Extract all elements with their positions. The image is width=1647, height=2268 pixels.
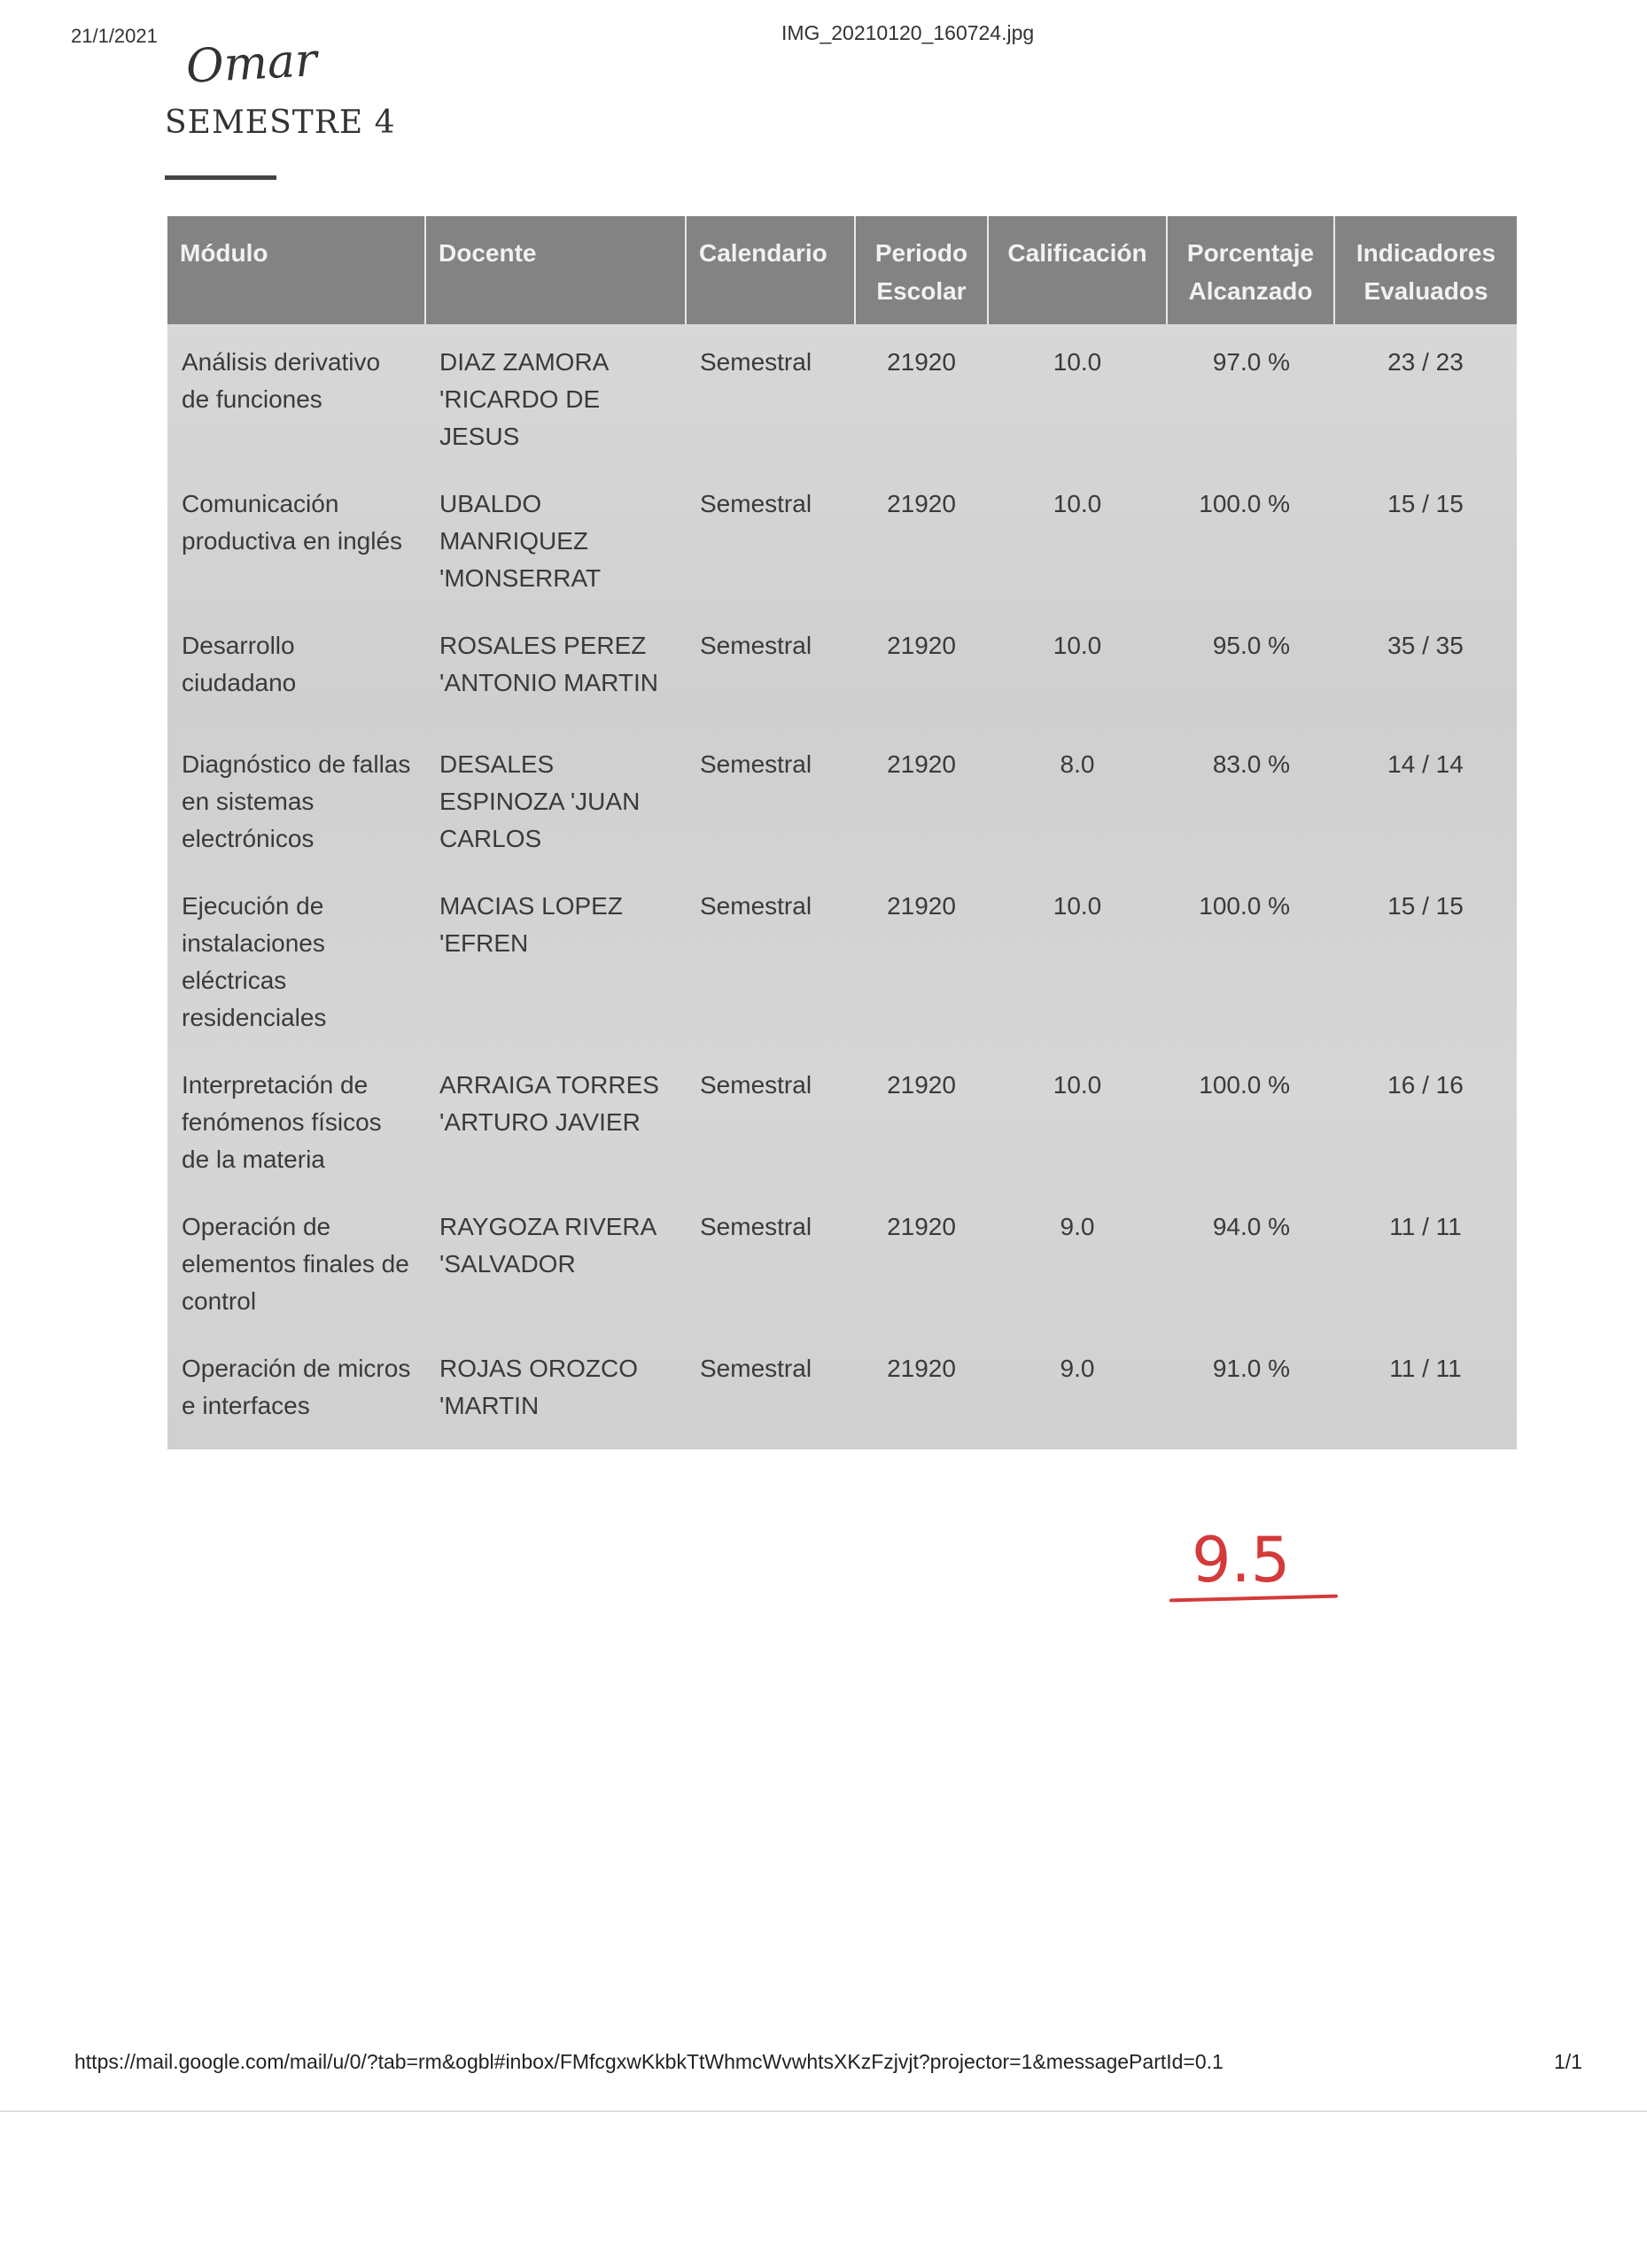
cell-calendario: Semestral (700, 892, 812, 920)
cell-porcentaje: 91.0 % (1212, 1355, 1290, 1382)
table-header-row (167, 216, 1517, 324)
table-row (167, 324, 1517, 466)
cell-porcentaje: 97.0 % (1212, 348, 1290, 376)
cell-porcentaje: 100.0 % (1199, 892, 1290, 920)
cell-modulo: Diagnóstico de fallas en sistemas electrónicos (182, 750, 411, 852)
cell-modulo: Análisis derivativo de funciones (182, 348, 381, 413)
cell-periodo: 21920 (887, 490, 956, 517)
cell-periodo: 21920 (887, 1071, 956, 1099)
col-header-calendario: Calendario (686, 216, 855, 324)
print-filename: IMG_20210120_160724.jpg (781, 21, 1035, 44)
bottom-divider (0, 2110, 1647, 2112)
grades-table (167, 216, 1517, 1449)
cell-calendario: Semestral (700, 1071, 812, 1099)
table-row (167, 608, 1517, 726)
col-header-indicadores: Indicadores Evaluados (1334, 216, 1517, 324)
cell-calificacion: 10.0 (1053, 1071, 1102, 1099)
cell-docente: DIAZ ZAMORA 'RICARDO DE JESUS (439, 348, 608, 450)
table-row (167, 868, 1517, 1047)
cell-modulo: Interpretación de fenómenos físicos de la materia (182, 1071, 382, 1173)
cell-calificacion: 10.0 (1053, 632, 1102, 659)
cell-porcentaje: 100.0 % (1199, 490, 1290, 517)
cell-periodo: 21920 (887, 750, 956, 778)
cell-modulo: Desarrollo ciudadano (182, 632, 297, 696)
cell-indicadores: 11 / 11 (1389, 1213, 1462, 1240)
cell-docente: ARRAIGA TORRES 'ARTURO JAVIER (439, 1071, 659, 1136)
cell-calendario: Semestral (700, 632, 812, 659)
cell-periodo: 21920 (887, 1213, 956, 1240)
cell-docente: ROJAS OROZCO 'MARTIN (439, 1355, 639, 1419)
cell-modulo: Operación de elementos finales de control (182, 1213, 409, 1315)
cell-periodo: 21920 (887, 348, 956, 376)
col-header-periodo: Periodo Escolar (855, 216, 988, 324)
col-header-porcentaje: Porcentaje Alcanzado (1167, 216, 1334, 324)
cell-calendario: Semestral (700, 750, 812, 778)
handwritten-name: Omar (184, 34, 319, 94)
col-header-docente: Docente (425, 216, 686, 324)
cell-docente: DESALES ESPINOZA 'JUAN CARLOS (439, 750, 641, 852)
col-header-modulo: Módulo (167, 216, 425, 324)
cell-docente: MACIAS LOPEZ 'EFREN (439, 892, 623, 957)
cell-modulo: Ejecución de instalaciones eléctricas residenciales (182, 892, 327, 1031)
cell-calificacion: 10.0 (1053, 348, 1102, 376)
cell-indicadores: 15 / 15 (1387, 892, 1464, 920)
cell-calificacion: 10.0 (1053, 892, 1102, 920)
cell-calendario: Semestral (700, 1213, 812, 1240)
title-underline (165, 175, 276, 180)
table-row (167, 1047, 1517, 1189)
cell-calificacion: 9.0 (1060, 1355, 1095, 1382)
cell-periodo: 21920 (887, 1355, 956, 1382)
cell-porcentaje: 100.0 % (1199, 1071, 1290, 1099)
cell-indicadores: 11 / 11 (1389, 1355, 1462, 1382)
cell-periodo: 21920 (887, 892, 956, 920)
table-row (167, 726, 1517, 868)
cell-modulo: Comunicación productiva en inglés (182, 490, 403, 555)
col-header-calificacion: Calificación (988, 216, 1167, 324)
cell-porcentaje: 95.0 % (1212, 632, 1290, 659)
cell-calendario: Semestral (700, 1355, 812, 1382)
cell-calificacion: 9.0 (1060, 1213, 1095, 1240)
cell-docente: RAYGOZA RIVERA 'SALVADOR (439, 1213, 656, 1278)
cell-calificacion: 10.0 (1053, 490, 1102, 517)
footer-url: https://mail.google.com/mail/u/0/?tab=rm&ogbl#inbox/FMfcgxwKkbkTtWhmcWvwhtsXKzFzjvjt?projector=1&messagePartId=0.1 (74, 2050, 1224, 2073)
cell-porcentaje: 83.0 % (1212, 750, 1290, 778)
cell-indicadores: 15 / 15 (1387, 490, 1464, 517)
cell-docente: UBALDO MANRIQUEZ 'MONSERRAT (439, 490, 602, 592)
cell-modulo: Operación de micros e interfaces (182, 1355, 411, 1419)
cell-calendario: Semestral (700, 348, 812, 376)
table-row (167, 1189, 1517, 1331)
table-row (167, 466, 1517, 608)
footer-page-number: 1/1 (1554, 2050, 1582, 2073)
table-row (167, 1331, 1517, 1449)
cell-periodo: 21920 (887, 632, 956, 659)
page-title: SEMESTRE 4 (165, 105, 396, 141)
cell-docente: ROSALES PEREZ 'ANTONIO MARTIN (439, 632, 658, 696)
cell-calificacion: 8.0 (1060, 750, 1095, 778)
cell-porcentaje: 94.0 % (1212, 1213, 1290, 1240)
cell-indicadores: 14 / 14 (1387, 750, 1464, 778)
cell-indicadores: 35 / 35 (1387, 632, 1464, 659)
cell-calendario: Semestral (700, 490, 812, 517)
cell-indicadores: 16 / 16 (1387, 1071, 1464, 1099)
handwritten-final-grade: 9.5 (1192, 1524, 1291, 1596)
print-date: 21/1/2021 (71, 25, 158, 47)
cell-indicadores: 23 / 23 (1387, 348, 1464, 376)
